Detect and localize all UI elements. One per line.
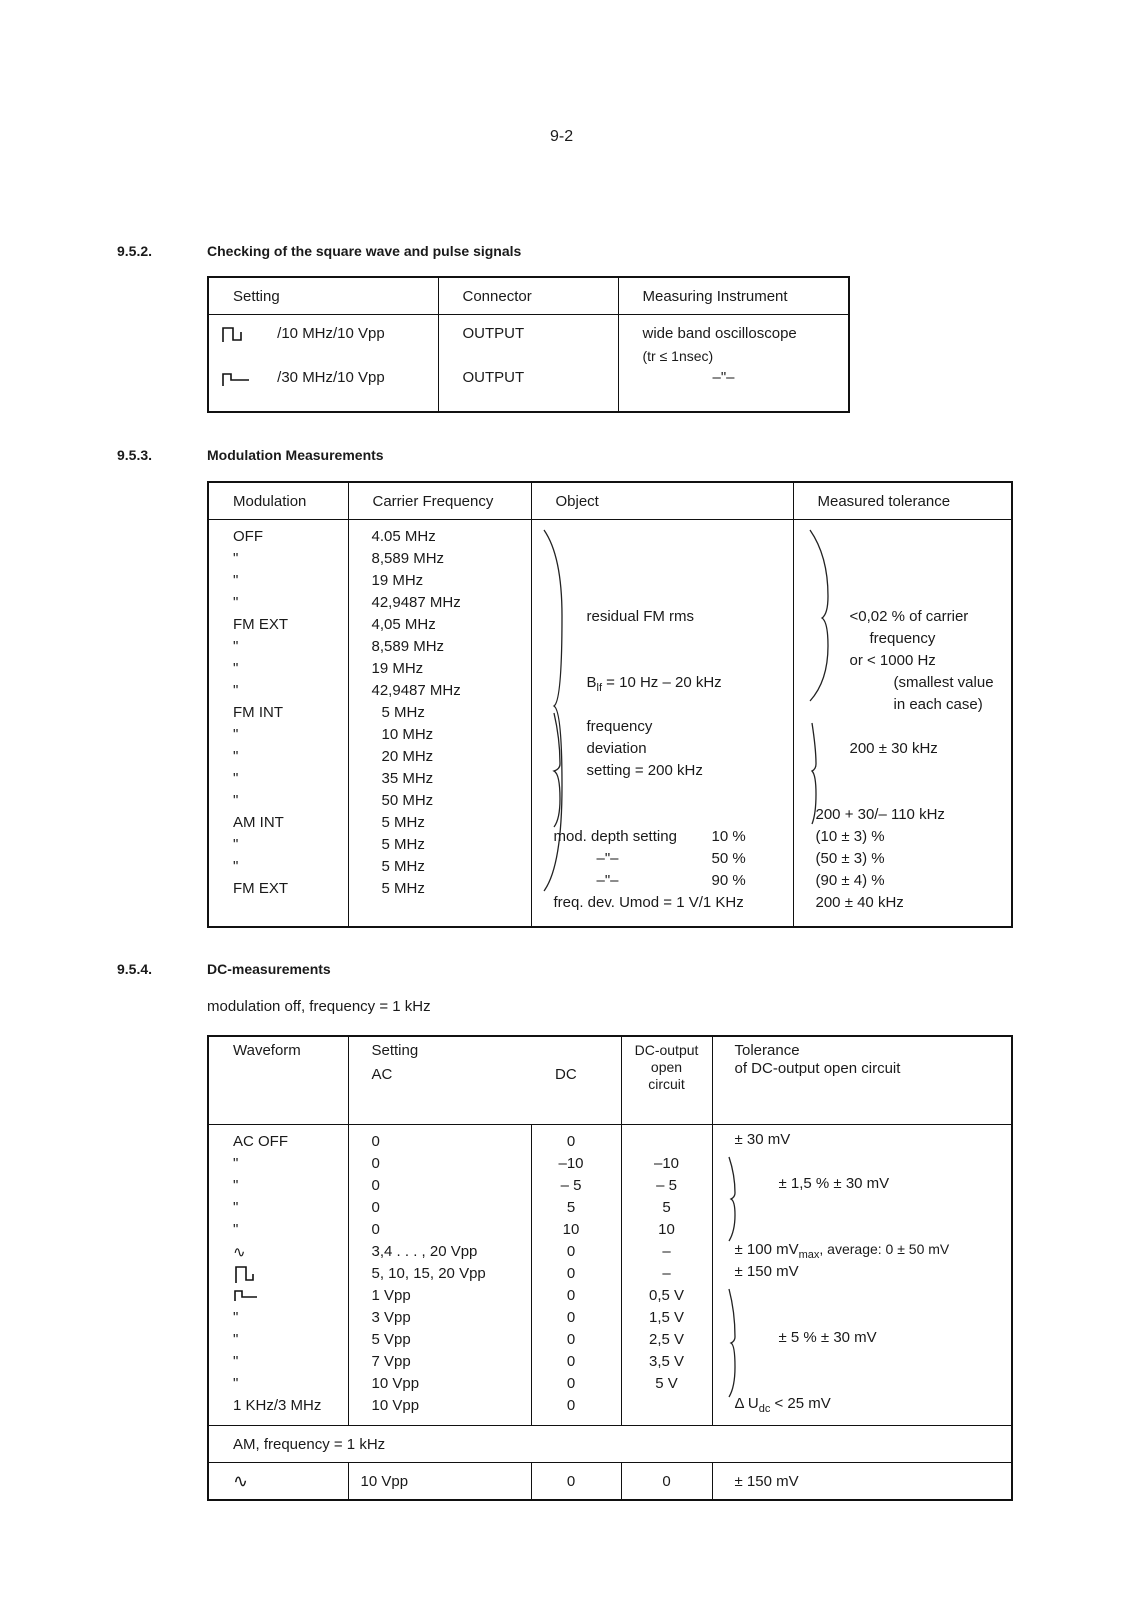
- am-tolerance: ± 150 mV: [712, 1463, 1012, 1501]
- instrument-value: (tr ≤ 1nsec): [642, 348, 714, 364]
- table-cell: ": [233, 1375, 239, 1392]
- header-setting: Setting AC: [348, 1036, 531, 1125]
- table-cell: 5, 10, 15, 20 Vpp: [371, 1265, 486, 1282]
- table-cell: ": [233, 1221, 239, 1238]
- object-bandwidth: $B_{lf} = 10$ Hz – 20 kHz: [586, 674, 722, 694]
- table-cell: ": [233, 770, 239, 787]
- header-dc: DC: [531, 1036, 621, 1125]
- table-cell: 5 MHz: [381, 858, 425, 875]
- tolerance-value: Δ $U_{dc} < 25$ mV: [734, 1395, 831, 1415]
- dc-measurements-table: [207, 1035, 1013, 1501]
- section-number-952: 9.5.2.: [117, 243, 153, 259]
- modulation-column: [208, 520, 348, 928]
- table-cell: 5 MHz: [381, 836, 425, 853]
- table-cell: 5: [662, 1199, 671, 1216]
- table-cell: 0,5 V: [648, 1287, 685, 1304]
- table-cell: ": [233, 550, 239, 567]
- table-cell: 0: [566, 1353, 576, 1370]
- table-cell: FM EXT: [233, 616, 288, 633]
- table-cell: [622, 1131, 712, 1153]
- modulation-table: [207, 481, 1013, 928]
- tolerance-value: 200 + 30/– 110 kHz: [815, 806, 945, 823]
- table-cell: 0: [566, 1375, 576, 1392]
- setting-value: /30 MHz/10 Vpp: [277, 369, 385, 386]
- table-cell: –10: [558, 1155, 584, 1172]
- tolerance-value: ± 150 mV: [734, 1263, 799, 1280]
- section-title-954: DC-measurements: [207, 961, 331, 977]
- table-cell: 35 MHz: [381, 770, 434, 787]
- table-cell: [622, 1395, 712, 1417]
- table-cell: 0: [566, 1265, 576, 1282]
- table-cell: 20 MHz: [381, 748, 434, 765]
- table-cell: [233, 1263, 348, 1285]
- table-cell: –: [662, 1265, 671, 1282]
- object-setting: setting = 200 kHz: [586, 762, 703, 779]
- table-cell: –: [662, 1243, 671, 1260]
- table-cell: – 5: [656, 1177, 677, 1194]
- table-cell: 0: [371, 1177, 380, 1194]
- object-fm-ext: freq. dev. Umod = 1 V/1 KHz: [553, 894, 744, 911]
- square-wave-table: [207, 276, 850, 413]
- header-ac: AC: [371, 1066, 393, 1083]
- waveform-column: [208, 1125, 348, 1426]
- table-header-row: [208, 277, 849, 315]
- table-cell: FM EXT: [233, 880, 288, 897]
- table-cell: 1,5 V: [648, 1309, 685, 1326]
- table-cell: ": [233, 792, 239, 809]
- tolerance-value: (smallest value: [893, 674, 994, 691]
- table-cell: ": [233, 1155, 239, 1172]
- object-am-row: –"– 50 %: [596, 850, 746, 867]
- instrument-value: wide band oscilloscope: [642, 325, 797, 342]
- table-cell: ": [233, 726, 239, 743]
- section-title-953: Modulation Measurements: [207, 447, 384, 463]
- table-cell: 42,9487 MHz: [371, 594, 461, 611]
- table-cell: 3,4 . . . , 20 Vpp: [371, 1243, 478, 1260]
- tolerance-value: 200 ± 40 kHz: [815, 894, 904, 911]
- dc-column: [531, 1125, 621, 1426]
- table-cell: ": [233, 1331, 239, 1348]
- header-setting: Setting: [208, 277, 438, 315]
- table-cell: 0: [371, 1133, 380, 1150]
- table-cell: 8,589 MHz: [371, 638, 445, 655]
- am-label: AM, frequency = 1 kHz: [208, 1426, 1012, 1463]
- table-row: [221, 367, 438, 389]
- page-number: 9-2: [550, 128, 574, 145]
- pulse-wave-icon: [221, 368, 251, 388]
- tolerance-value: ± 5 % ± 30 mV: [778, 1329, 877, 1346]
- table-cell: 0: [566, 1287, 576, 1304]
- table-cell: [233, 1285, 348, 1307]
- table-cell: 10 Vpp: [371, 1375, 420, 1392]
- header-instrument: Measuring Instrument: [618, 277, 849, 315]
- table-cell: ": [233, 748, 239, 765]
- dc-output-column: [621, 1125, 712, 1426]
- table-header-row: [208, 482, 1012, 520]
- tolerance-value: in each case): [893, 696, 983, 713]
- section-number-954: 9.5.4.: [117, 961, 153, 977]
- table-cell: 5 MHz: [381, 880, 425, 897]
- table-cell: 5 V: [655, 1375, 678, 1392]
- header-carrier: Carrier Frequency: [348, 482, 531, 520]
- table-cell: 1 Vpp: [371, 1287, 411, 1304]
- brace-icon: [540, 709, 570, 829]
- table-cell: 0: [371, 1199, 380, 1216]
- tolerance-value: ± 30 mV: [734, 1131, 791, 1148]
- table-cell: AC OFF: [233, 1133, 288, 1150]
- connector-value: OUTPUT: [462, 369, 525, 386]
- tolerance-value: or < 1000 Hz: [849, 652, 936, 669]
- am-data-row: [208, 1463, 1012, 1501]
- table-cell: 0: [566, 1309, 576, 1326]
- square-wave-icon: [221, 324, 251, 344]
- tolerance-value: (90 ± 4) %: [815, 872, 885, 889]
- table-cell: ": [233, 1177, 239, 1194]
- object-deviation: deviation: [586, 740, 647, 757]
- table-cell: 10 MHz: [381, 726, 434, 743]
- header-connector: Connector: [438, 277, 618, 315]
- table-cell: 5: [566, 1199, 576, 1216]
- table-cell: ": [233, 1199, 239, 1216]
- table-cell: 5 MHz: [381, 814, 425, 831]
- table-cell: ": [233, 858, 239, 875]
- table-cell: ": [233, 682, 239, 699]
- table-body: [208, 520, 1012, 928]
- table-cell: 0: [566, 1331, 576, 1348]
- table-cell: ∿: [233, 1243, 246, 1261]
- table-cell: 19 MHz: [371, 660, 424, 677]
- table-cell: FM INT: [233, 704, 283, 721]
- brace-icon: [806, 526, 836, 706]
- table-cell: – 5: [560, 1177, 582, 1194]
- table-cell: 5 Vpp: [371, 1331, 411, 1348]
- header-tolerance: Tolerance of DC-output open circuit: [712, 1036, 1012, 1125]
- tolerance-column: [712, 1125, 1012, 1426]
- connector-value: OUTPUT: [462, 325, 525, 342]
- carrier-column: [348, 520, 531, 928]
- object-residual: residual FM rms: [586, 608, 695, 625]
- section-title-952: Checking of the square wave and pulse signals: [207, 243, 522, 259]
- object-column: [531, 520, 793, 928]
- am-ac: 10 Vpp: [348, 1463, 531, 1501]
- table-cell: 0: [566, 1133, 576, 1150]
- header-modulation: Modulation: [208, 482, 348, 520]
- table-cell: ": [233, 1353, 239, 1370]
- table-cell: 4.05 MHz: [371, 528, 436, 545]
- table-cell: 0: [566, 1397, 576, 1414]
- object-frequency: frequency: [586, 718, 653, 735]
- brace-icon: [721, 1287, 741, 1399]
- table-cell: 7 Vpp: [371, 1353, 411, 1370]
- table-cell: 50 MHz: [381, 792, 434, 809]
- table-cell: ": [233, 594, 239, 611]
- tolerance-value: ± 100 $mV_{max}$, average: 0 ± 50 mV: [734, 1241, 950, 1261]
- pulse-wave-icon: [233, 1285, 259, 1307]
- table-header-row: [208, 1036, 1012, 1125]
- table-cell: 4,05 MHz: [371, 616, 436, 633]
- table-cell: 42,9487 MHz: [371, 682, 461, 699]
- am-label-row: [208, 1426, 1012, 1463]
- table-cell: 10: [658, 1221, 675, 1238]
- tolerance-value: 200 ± 30 kHz: [849, 740, 938, 757]
- tolerance-column: [793, 520, 1012, 928]
- table-cell: 0: [371, 1221, 380, 1238]
- table-cell: ": [233, 836, 239, 853]
- tolerance-value: (10 ± 3) %: [815, 828, 885, 845]
- section-number-953: 9.5.3.: [117, 447, 153, 463]
- tolerance-value: ± 1,5 % ± 30 mV: [778, 1175, 890, 1192]
- table-cell: OFF: [233, 528, 263, 545]
- table-cell: 8,589 MHz: [371, 550, 445, 567]
- table-cell: 1 KHz/3 MHz: [233, 1397, 322, 1414]
- table-cell: AM INT: [233, 814, 284, 831]
- table-row: [221, 323, 438, 345]
- header-tolerance: Measured tolerance: [793, 482, 1012, 520]
- object-am-row: –"– 90 %: [596, 872, 746, 889]
- table-cell: 3 Vpp: [371, 1309, 411, 1326]
- table-cell: –10: [653, 1155, 680, 1172]
- am-dc-output: 0: [621, 1463, 712, 1501]
- table-cell: 3,5 V: [648, 1353, 685, 1370]
- table-cell: ": [233, 660, 239, 677]
- table-cell: 10: [562, 1221, 580, 1238]
- table-cell: 0: [371, 1155, 380, 1172]
- header-waveform: Waveform: [208, 1036, 348, 1125]
- header-dc-output: DC-output open circuit: [621, 1036, 712, 1125]
- header-object: Object: [531, 482, 793, 520]
- table-body: [208, 1125, 1012, 1426]
- table-cell: 2,5 V: [648, 1331, 685, 1348]
- table-cell: 10 Vpp: [371, 1397, 420, 1414]
- object-am-row: mod. depth setting 10 %: [553, 828, 746, 845]
- tolerance-value: (50 ± 3) %: [815, 850, 885, 867]
- table-cell: 0: [566, 1243, 576, 1260]
- tolerance-value: <0,02 % of carrier: [849, 608, 969, 625]
- table-cell: 19 MHz: [371, 572, 424, 589]
- brace-icon: [721, 1155, 741, 1243]
- setting-value: /10 MHz/10 Vpp: [277, 325, 385, 342]
- tolerance-value: frequency: [869, 630, 936, 647]
- table-cell: ": [233, 638, 239, 655]
- am-dc: 0: [531, 1463, 621, 1501]
- table-cell: ": [233, 572, 239, 589]
- ac-column: [348, 1125, 531, 1426]
- square-wave-icon: [233, 1263, 259, 1285]
- table-cell: 5 MHz: [381, 704, 425, 721]
- am-waveform: ∿: [208, 1463, 348, 1501]
- section-note: modulation off, frequency = 1 kHz: [207, 998, 431, 1015]
- table-cell: ": [233, 1309, 239, 1326]
- instrument-value: –"–: [712, 369, 735, 386]
- table-body: [208, 315, 849, 413]
